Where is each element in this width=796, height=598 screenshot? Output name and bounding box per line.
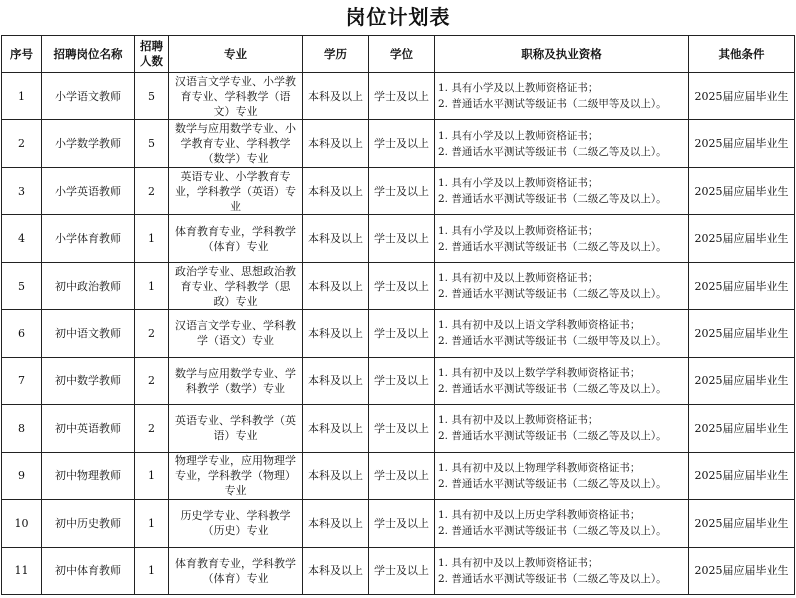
- table-row: [2, 357, 795, 404]
- cell-degree: 学士及以上: [369, 500, 435, 547]
- header-other: 其他条件: [689, 36, 795, 73]
- cell-index: 10: [2, 500, 42, 547]
- qualification-line: 2. 普通话水平测试等级证书（二级乙等及以上）。: [438, 382, 667, 395]
- cell-other: 2025届应届毕业生: [689, 452, 795, 499]
- qualification-line: 2. 普通话水平测试等级证书（二级乙等及以上）。: [438, 240, 667, 253]
- cell-degree: 学士及以上: [369, 452, 435, 499]
- cell-index: 5: [2, 262, 42, 309]
- cell-education: 本科及以上: [303, 452, 369, 499]
- cell-count: 5: [135, 120, 169, 167]
- table-row: [2, 547, 795, 594]
- cell-major: 物理学专业，应用物理学专业，学科教学（物理）专业: [169, 452, 303, 499]
- cell-qualification: [435, 452, 689, 499]
- position-plan-table: [1, 35, 795, 595]
- cell-major: 汉语言文学专业、学科教学（语文）专业: [169, 310, 303, 357]
- cell-education: 本科及以上: [303, 547, 369, 594]
- qualification-line: 1. 具有初中及以上历史学科教师资格证书；: [438, 509, 641, 522]
- qualification-line: 1. 具有初中及以上物理学科教师资格证书；: [438, 461, 641, 474]
- header-qualification: 职称及执业资格: [435, 36, 689, 73]
- cell-index: 2: [2, 120, 42, 167]
- cell-education: 本科及以上: [303, 405, 369, 452]
- qualification-line: 2. 普通话水平测试等级证书（二级甲等及以上）。: [438, 98, 667, 111]
- qualification-line: 2. 普通话水平测试等级证书（二级乙等及以上）。: [438, 572, 667, 585]
- cell-count: 2: [135, 357, 169, 404]
- cell-other: 2025届应届毕业生: [689, 405, 795, 452]
- cell-count: 1: [135, 452, 169, 499]
- cell-qualification: [435, 405, 689, 452]
- cell-education: 本科及以上: [303, 215, 369, 262]
- table-row: [2, 452, 795, 499]
- cell-degree: 学士及以上: [369, 310, 435, 357]
- table-row: [2, 262, 795, 309]
- cell-degree: 学士及以上: [369, 262, 435, 309]
- cell-count: 1: [135, 547, 169, 594]
- qualification-line: 1. 具有小学及以上教师资格证书；: [438, 82, 599, 95]
- cell-index: 9: [2, 452, 42, 499]
- cell-major: 政治学专业、思想政治教育专业、学科教学（思政）专业: [169, 262, 303, 309]
- cell-qualification: [435, 547, 689, 594]
- qualification-line: 2. 普通话水平测试等级证书（二级乙等及以上）。: [438, 430, 667, 443]
- qualification-line: 2. 普通话水平测试等级证书（二级乙等及以上）。: [438, 193, 667, 206]
- table-row: [2, 167, 795, 214]
- qualification-line: 1. 具有小学及以上教师资格证书；: [438, 129, 599, 142]
- cell-major: 历史学专业、学科教学（历史）专业: [169, 500, 303, 547]
- cell-degree: 学士及以上: [369, 547, 435, 594]
- cell-other: 2025届应届毕业生: [689, 357, 795, 404]
- qualification-line: 2. 普通话水平测试等级证书（二级甲等及以上）。: [438, 335, 667, 348]
- cell-index: 8: [2, 405, 42, 452]
- qualification-line: 1. 具有初中及以上教师资格证书；: [438, 414, 599, 427]
- header-degree: 学位: [369, 36, 435, 73]
- qualification-line: 1. 具有初中及以上教师资格证书；: [438, 556, 599, 569]
- cell-major: 数学与应用数学专业、学科教学（数学）专业: [169, 357, 303, 404]
- table-row: [2, 73, 795, 120]
- table-row: [2, 405, 795, 452]
- cell-degree: 学士及以上: [369, 405, 435, 452]
- cell-position: 小学英语教师: [42, 167, 135, 214]
- cell-count: 1: [135, 262, 169, 309]
- cell-degree: 学士及以上: [369, 73, 435, 120]
- cell-count: 1: [135, 215, 169, 262]
- cell-other: 2025届应届毕业生: [689, 310, 795, 357]
- cell-major: 英语专业、学科教学（英语）专业: [169, 405, 303, 452]
- cell-index: 1: [2, 73, 42, 120]
- qualification-line: 2. 普通话水平测试等级证书（二级乙等及以上）。: [438, 477, 667, 490]
- cell-education: 本科及以上: [303, 262, 369, 309]
- cell-position: 初中语文教师: [42, 310, 135, 357]
- cell-education: 本科及以上: [303, 500, 369, 547]
- cell-count: 2: [135, 310, 169, 357]
- cell-qualification: [435, 262, 689, 309]
- cell-qualification: [435, 167, 689, 214]
- cell-position: 初中政治教师: [42, 262, 135, 309]
- cell-position: 小学语文教师: [42, 73, 135, 120]
- qualification-line: 2. 普通话水平测试等级证书（二级乙等及以上）。: [438, 288, 667, 301]
- cell-index: 11: [2, 547, 42, 594]
- cell-qualification: [435, 357, 689, 404]
- cell-education: 本科及以上: [303, 167, 369, 214]
- cell-degree: 学士及以上: [369, 215, 435, 262]
- cell-major: 汉语言文学专业、小学教育专业、学科教学（语文）专业: [169, 73, 303, 120]
- cell-index: 4: [2, 215, 42, 262]
- cell-count: 2: [135, 167, 169, 214]
- cell-position: 初中历史教师: [42, 500, 135, 547]
- cell-other: 2025届应届毕业生: [689, 215, 795, 262]
- table-row: [2, 215, 795, 262]
- header-major: 专业: [169, 36, 303, 73]
- cell-index: 3: [2, 167, 42, 214]
- cell-degree: 学士及以上: [369, 357, 435, 404]
- header-index: 序号: [2, 36, 42, 73]
- cell-other: 2025届应届毕业生: [689, 120, 795, 167]
- cell-other: 2025届应届毕业生: [689, 262, 795, 309]
- qualification-line: 1. 具有初中及以上教师资格证书；: [438, 272, 599, 285]
- cell-count: 5: [135, 73, 169, 120]
- qualification-line: 1. 具有初中及以上数学学科教师资格证书；: [438, 366, 641, 379]
- header-education: 学历: [303, 36, 369, 73]
- cell-major: 体育教育专业，学科教学（体育）专业: [169, 547, 303, 594]
- table-row: [2, 500, 795, 547]
- cell-degree: 学士及以上: [369, 167, 435, 214]
- cell-index: 6: [2, 310, 42, 357]
- cell-count: 1: [135, 500, 169, 547]
- cell-count: 2: [135, 405, 169, 452]
- qualification-line: 1. 具有初中及以上语文学科教师资格证书；: [438, 319, 641, 332]
- header-count: 招聘 人数: [135, 36, 169, 73]
- cell-index: 7: [2, 357, 42, 404]
- qualification-line: 1. 具有小学及以上教师资格证书；: [438, 177, 599, 190]
- cell-position: 初中体育教师: [42, 547, 135, 594]
- cell-qualification: [435, 310, 689, 357]
- cell-major: 数学与应用数学专业、小学教育专业、学科教学（数学）专业: [169, 120, 303, 167]
- table-row: [2, 120, 795, 167]
- cell-other: 2025届应届毕业生: [689, 167, 795, 214]
- cell-qualification: [435, 73, 689, 120]
- cell-position: 小学数学教师: [42, 120, 135, 167]
- cell-position: 初中物理教师: [42, 452, 135, 499]
- page-title: 岗位计划表: [345, 5, 451, 29]
- table-row: [2, 310, 795, 357]
- cell-qualification: [435, 215, 689, 262]
- cell-qualification: [435, 500, 689, 547]
- table-header-row: [2, 36, 795, 73]
- header-position: 招聘岗位名称: [42, 36, 135, 73]
- cell-other: 2025届应届毕业生: [689, 500, 795, 547]
- qualification-line: 2. 普通话水平测试等级证书（二级乙等及以上）。: [438, 525, 667, 538]
- qualification-line: 1. 具有小学及以上教师资格证书；: [438, 224, 599, 237]
- qualification-line: 2. 普通话水平测试等级证书（二级乙等及以上）。: [438, 145, 667, 158]
- cell-other: 2025届应届毕业生: [689, 73, 795, 120]
- cell-position: 初中数学教师: [42, 357, 135, 404]
- cell-qualification: [435, 120, 689, 167]
- cell-education: 本科及以上: [303, 310, 369, 357]
- cell-position: 小学体育教师: [42, 215, 135, 262]
- cell-major: 英语专业、小学教育专业，学科教学（英语）专业: [169, 167, 303, 214]
- cell-education: 本科及以上: [303, 73, 369, 120]
- cell-education: 本科及以上: [303, 357, 369, 404]
- cell-degree: 学士及以上: [369, 120, 435, 167]
- cell-major: 体育教育专业，学科教学（体育）专业: [169, 215, 303, 262]
- cell-position: 初中英语教师: [42, 405, 135, 452]
- cell-education: 本科及以上: [303, 120, 369, 167]
- cell-other: 2025届应届毕业生: [689, 547, 795, 594]
